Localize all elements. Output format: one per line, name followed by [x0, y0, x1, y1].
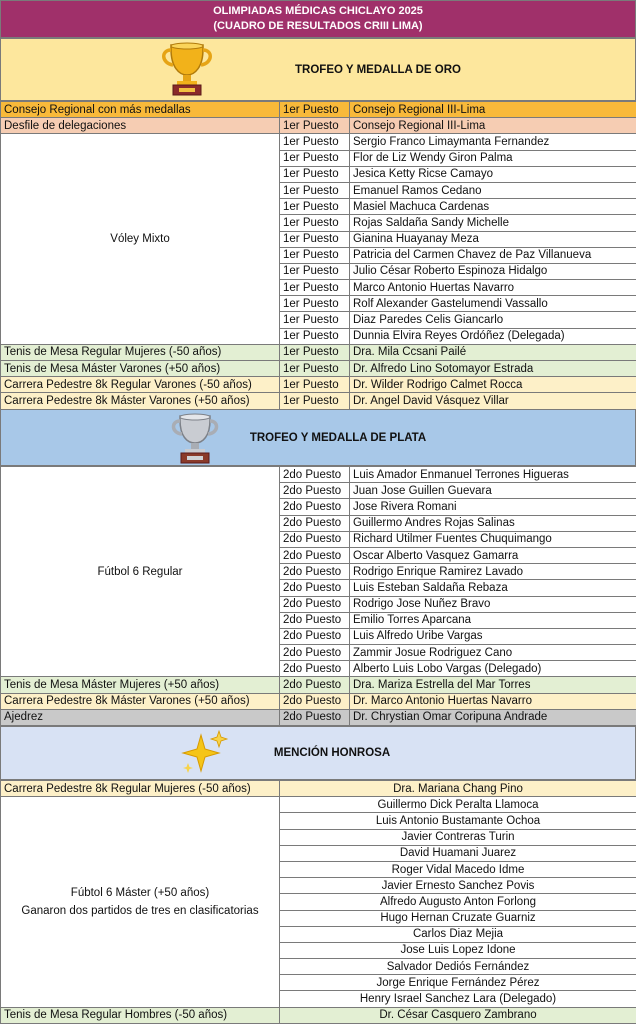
- team-member-cell: Patricia del Carmen Chavez de Paz Villanueva: [350, 247, 636, 263]
- sheet-title: [0, 0, 636, 38]
- position-cell: 2do Puesto: [280, 467, 350, 483]
- position-cell: 1er Puesto: [280, 263, 350, 279]
- winner-name-cell: Dra. Mariza Estrella del Mar Torres: [350, 677, 636, 693]
- team-member-cell: Marco Antonio Huertas Navarro: [350, 280, 636, 296]
- position-cell: 1er Puesto: [280, 182, 350, 198]
- team-member-cell: Javier Contreras Turin: [280, 829, 636, 845]
- position-cell: 1er Puesto: [280, 134, 350, 150]
- gold-results-table: [0, 101, 636, 410]
- table-row: [1, 134, 636, 150]
- team-member-cell: Jose Rivera Romani: [350, 499, 636, 515]
- team-member-cell: Guillermo Dick Peralta Llamoca: [280, 797, 636, 813]
- table-row: [1, 467, 636, 483]
- team-member-cell: Jorge Enrique Fernández Pérez: [280, 975, 636, 991]
- table-row: [1, 677, 636, 693]
- team-member-cell: Masiel Machuca Cardenas: [350, 199, 636, 215]
- table-row: [1, 1007, 636, 1023]
- team-member-cell: Rojas Saldaña Sandy Michelle: [350, 215, 636, 231]
- table-row: [1, 102, 636, 118]
- gold-section-title: TROFEO Y MEDALLA DE ORO: [295, 63, 461, 76]
- position-cell: 2do Puesto: [280, 628, 350, 644]
- position-cell: 1er Puesto: [280, 166, 350, 182]
- team-member-cell: Julio César Roberto Espinoza Hidalgo: [350, 263, 636, 279]
- mention-results-table: [0, 780, 636, 1024]
- position-cell: 1er Puesto: [280, 393, 350, 409]
- mention-section-title: MENCIÓN HONROSA: [273, 747, 391, 759]
- team-member-cell: Emanuel Ramos Cedano: [350, 182, 636, 198]
- team-member-cell: Richard Utilmer Fuentes Chuquimango: [350, 531, 636, 547]
- position-cell: 2do Puesto: [280, 515, 350, 531]
- table-row: [1, 797, 636, 813]
- sparkle-star-icon: [179, 729, 229, 777]
- position-cell: 1er Puesto: [280, 377, 350, 393]
- gold-trophy-icon: [157, 41, 217, 97]
- table-row: [1, 361, 636, 377]
- group-category-line-2: Ganaron dos partidos de tres en clasificatorias: [21, 904, 259, 917]
- team-member-cell: Luis Alfredo Uribe Vargas: [350, 628, 636, 644]
- silver-results-table: [0, 466, 636, 726]
- position-cell: 2do Puesto: [280, 677, 350, 693]
- group-category-cell: Fútbol 6 Regular: [1, 467, 280, 677]
- table-row: [1, 118, 636, 134]
- team-member-cell: Roger Vidal Macedo Idme: [280, 861, 636, 877]
- position-cell: 2do Puesto: [280, 547, 350, 563]
- team-member-cell: Diaz Paredes Celis Giancarlo: [350, 312, 636, 328]
- position-cell: 1er Puesto: [280, 102, 350, 118]
- team-member-cell: Alfredo Augusto Anton Forlong: [280, 894, 636, 910]
- team-member-cell: David Huamani Juarez: [280, 845, 636, 861]
- team-member-cell: Emilio Torres Aparcana: [350, 612, 636, 628]
- silver-trophy-icon: [167, 412, 223, 464]
- table-row: [1, 393, 636, 409]
- position-cell: 1er Puesto: [280, 150, 350, 166]
- position-cell: 1er Puesto: [280, 344, 350, 360]
- team-member-cell: Luis Antonio Bustamante Ochoa: [280, 813, 636, 829]
- table-row: [1, 781, 636, 797]
- team-member-cell: Gianina Huayanay Meza: [350, 231, 636, 247]
- position-cell: 2do Puesto: [280, 612, 350, 628]
- silver-section-title: TROFEO Y MEDALLA DE PLATA: [249, 431, 427, 444]
- table-row: [1, 693, 636, 709]
- category-cell: Carrera Pedestre 8k Máster Varones (+50 años): [1, 693, 280, 709]
- winner-name-cell: Dr. Angel David Vásquez Villar: [350, 393, 636, 409]
- position-cell: 1er Puesto: [280, 312, 350, 328]
- group-category-cell: [1, 797, 280, 1007]
- team-member-cell: Rolf Alexander Gastelumendi Vassallo: [350, 296, 636, 312]
- position-cell: 1er Puesto: [280, 118, 350, 134]
- position-cell: 2do Puesto: [280, 531, 350, 547]
- position-cell: 2do Puesto: [280, 596, 350, 612]
- table-row: [1, 377, 636, 393]
- team-member-cell: Jesica Ketty Ricse Camayo: [350, 166, 636, 182]
- team-member-cell: Salvador Dediós Fernández: [280, 959, 636, 975]
- winner-name-cell: Dra. Mila Ccsani Pailé: [350, 344, 636, 360]
- position-cell: 2do Puesto: [280, 661, 350, 677]
- team-member-cell: Sergio Franco Limaymanta Fernandez: [350, 134, 636, 150]
- category-cell: Ajedrez: [1, 709, 280, 725]
- position-cell: 1er Puesto: [280, 215, 350, 231]
- team-member-cell: Hugo Hernan Cruzate Guarniz: [280, 910, 636, 926]
- position-cell: 1er Puesto: [280, 247, 350, 263]
- winner-name-cell: Dr. Wilder Rodrigo Calmet Rocca: [350, 377, 636, 393]
- category-cell: Tenis de Mesa Máster Varones (+50 años): [1, 361, 280, 377]
- team-member-cell: Juan Jose Guillen Guevara: [350, 483, 636, 499]
- group-category-cell: Vóley Mixto: [1, 134, 280, 344]
- position-cell: 2do Puesto: [280, 564, 350, 580]
- team-member-cell: Alberto Luis Lobo Vargas (Delegado): [350, 661, 636, 677]
- category-cell: Consejo Regional con más medallas: [1, 102, 280, 118]
- position-cell: 2do Puesto: [280, 580, 350, 596]
- category-cell: Carrera Pedestre 8k Regular Varones (-50 años): [1, 377, 280, 393]
- winner-name-cell: Dr. Marco Antonio Huertas Navarro: [350, 693, 636, 709]
- team-member-cell: Javier Ernesto Sanchez Povis: [280, 878, 636, 894]
- winner-name-cell: Dr. Chrystian Omar Coripuna Andrade: [350, 709, 636, 725]
- team-member-cell: Oscar Alberto Vasquez Gamarra: [350, 547, 636, 563]
- table-row: [1, 344, 636, 360]
- position-cell: 2do Puesto: [280, 483, 350, 499]
- position-cell: 1er Puesto: [280, 328, 350, 344]
- position-cell: 2do Puesto: [280, 499, 350, 515]
- category-cell: Carrera Pedestre 8k Regular Mujeres (-50 años): [1, 781, 280, 797]
- position-cell: 2do Puesto: [280, 709, 350, 725]
- team-member-cell: Luis Amador Enmanuel Terrones Higueras: [350, 467, 636, 483]
- gold-section-header: [0, 38, 636, 101]
- team-member-cell: Flor de Liz Wendy Giron Palma: [350, 150, 636, 166]
- winner-name-cell: Consejo Regional III-Lima: [350, 102, 636, 118]
- title-line-1: OLIMPIADAS MÉDICAS CHICLAYO 2025: [213, 5, 423, 17]
- category-cell: Tenis de Mesa Regular Mujeres (-50 años): [1, 344, 280, 360]
- category-cell: Carrera Pedestre 8k Máster Varones (+50 años): [1, 393, 280, 409]
- team-member-cell: Carlos Diaz Mejia: [280, 926, 636, 942]
- group-category-line-1: Fúbtol 6 Máster (+50 años): [70, 886, 210, 899]
- team-member-cell: Guillermo Andres Rojas Salinas: [350, 515, 636, 531]
- position-cell: 1er Puesto: [280, 296, 350, 312]
- team-member-cell: Henry Israel Sanchez Lara (Delegado): [280, 991, 636, 1007]
- title-line-2: (CUADRO DE RESULTADOS CRIII LIMA): [213, 20, 423, 32]
- team-member-cell: Zammir Josue Rodriguez Cano: [350, 645, 636, 661]
- category-cell: Tenis de Mesa Máster Mujeres (+50 años): [1, 677, 280, 693]
- mention-section-header: [0, 726, 636, 780]
- winner-name-cell: Dr. Alfredo Lino Sotomayor Estrada: [350, 361, 636, 377]
- winner-name-cell: Consejo Regional III-Lima: [350, 118, 636, 134]
- team-member-cell: Rodrigo Jose Nuñez Bravo: [350, 596, 636, 612]
- position-cell: 1er Puesto: [280, 231, 350, 247]
- position-cell: 1er Puesto: [280, 280, 350, 296]
- team-member-cell: Rodrigo Enrique Ramirez Lavado: [350, 564, 636, 580]
- winner-name-cell: Dra. Mariana Chang Pino: [280, 781, 636, 797]
- category-cell: Desfile de delegaciones: [1, 118, 280, 134]
- winner-name-cell: Dr. César Casquero Zambrano: [280, 1007, 636, 1023]
- team-member-cell: Dunnia Elvira Reyes Ordóñez (Delegada): [350, 328, 636, 344]
- silver-section-header: [0, 409, 636, 466]
- table-row: [1, 709, 636, 725]
- position-cell: 1er Puesto: [280, 199, 350, 215]
- position-cell: 2do Puesto: [280, 693, 350, 709]
- team-member-cell: Luis Esteban Saldaña Rebaza: [350, 580, 636, 596]
- position-cell: 1er Puesto: [280, 361, 350, 377]
- team-member-cell: Jose Luis Lopez Idone: [280, 942, 636, 958]
- position-cell: 2do Puesto: [280, 645, 350, 661]
- category-cell: Tenis de Mesa Regular Hombres (-50 años): [1, 1007, 280, 1023]
